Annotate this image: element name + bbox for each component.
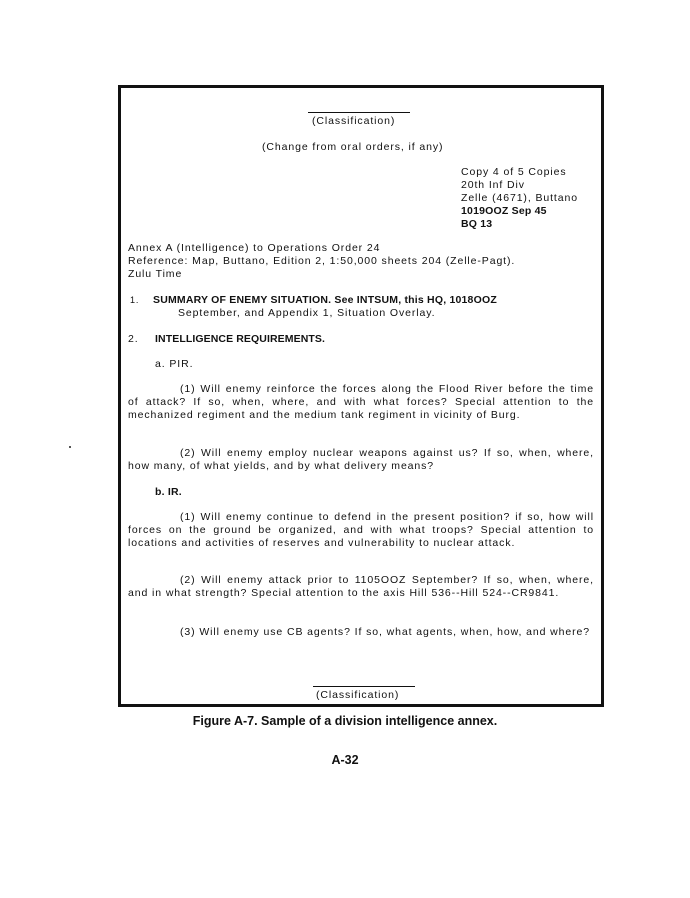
- pir-paragraph-1: (1) Will enemy reinforce the forces along the Flood River before the time of attack? If so, when, where, and with what forces? Special attention to the mechanized regiment and the medium tank regiment in vicinity of Burg.: [128, 383, 594, 421]
- copy-line-4: 1019OOZ Sep 45: [461, 205, 547, 217]
- pir-label: a. PIR.: [155, 358, 194, 370]
- figure-caption: Figure A-7. Sample of a division intelligence annex.: [192, 714, 498, 728]
- scan-speck: [69, 446, 71, 448]
- classification-rule-top: [308, 112, 410, 113]
- section1-number: 1.: [130, 295, 140, 305]
- copy-line-2: 20th Inf Div: [461, 179, 525, 191]
- copy-line-1: Copy 4 of 5 Copies: [461, 166, 567, 178]
- change-note: (Change from oral orders, if any): [262, 141, 444, 153]
- section2-number: 2.: [128, 333, 139, 345]
- copy-line-5: BQ 13: [461, 218, 493, 230]
- ir-paragraph-1: (1) Will enemy continue to defend in the present position? if so, how will forces on the ground be organized, and with what troops? Special attention to locations and activities of reserves and vulnerability to nuclear attack.: [128, 511, 594, 549]
- section2-heading: INTELLIGENCE REQUIREMENTS.: [155, 333, 326, 345]
- copy-line-3: Zelle (4671), Buttano: [461, 192, 578, 204]
- ir-paragraph-3: (3) Will enemy use CB agents? If so, what agents, when, how, and where?: [180, 626, 590, 638]
- annex-title: Annex A (Intelligence) to Operations Order 24: [128, 242, 381, 254]
- ir-paragraph-2: (2) Will enemy attack prior to 1105OOZ September? If so, when, where, and in what strength? Special attention to the axis Hill 536--Hill 524--CR9841.: [128, 574, 594, 599]
- page-number: A-32: [331, 753, 359, 767]
- annex-reference-time: Zulu Time: [128, 268, 183, 280]
- classification-top: (Classification): [312, 115, 396, 127]
- classification-rule-bottom: [313, 686, 415, 687]
- pir-paragraph-2: (2) Will enemy employ nuclear weapons against us? If so, when, where, how many, of what yields, and by what delivery means?: [128, 447, 594, 472]
- annex-reference: Reference: Map, Buttano, Edition 2, 1:50,000 sheets 204 (Zelle-Pagt).: [128, 255, 516, 267]
- section1-line2: September, and Appendix 1, Situation Overlay.: [178, 307, 436, 319]
- classification-bottom: (Classification): [316, 689, 400, 701]
- ir-label: b. IR.: [155, 486, 182, 498]
- section1-line1: SUMMARY OF ENEMY SITUATION. See INTSUM, this HQ, 1018OOZ: [153, 294, 497, 306]
